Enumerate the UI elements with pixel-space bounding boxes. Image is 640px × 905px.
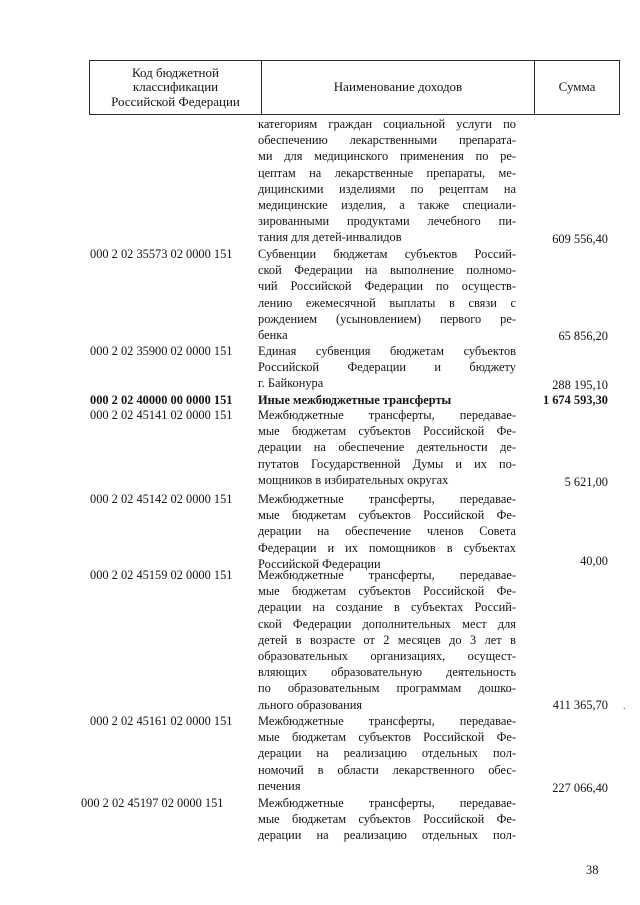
description-line: Иные межбюджетные трансферты bbox=[258, 393, 452, 407]
description-line: дерации на обеспечение деятельности де- bbox=[258, 440, 516, 455]
row-code: 000 2 02 45159 02 0000 151 bbox=[90, 568, 233, 582]
description-line: зированными продуктами лечебного пи- bbox=[258, 214, 516, 229]
description-line: Межбюджетные трансферты, передавае- bbox=[258, 408, 516, 422]
description-line: по образовательным программам дошко- bbox=[258, 681, 516, 696]
row-code: 000 2 02 40000 00 0000 151 bbox=[90, 393, 233, 407]
row-code: 000 2 02 35900 02 0000 151 bbox=[90, 344, 233, 358]
description-line: Российской Федерации bbox=[258, 556, 381, 571]
description-line: дерации на реализацию отдельных пол- bbox=[258, 828, 516, 843]
description-line: мые бюджетам субъектов Российской Фе- bbox=[258, 584, 516, 599]
row-description bbox=[258, 392, 516, 408]
description-line: дицинскими изделиями по рецептам на bbox=[258, 181, 516, 196]
description-line: вляющих образовательную деятельность bbox=[258, 665, 516, 680]
row-amount: 40,00 bbox=[580, 554, 608, 568]
description-line: мощников в избирательных округах bbox=[258, 472, 449, 487]
description-line: печения bbox=[258, 778, 301, 793]
description-line: Единая субвенция бюджетам субъектов bbox=[258, 344, 516, 358]
row-amount: 411 365,70 bbox=[552, 698, 608, 712]
description-line: обеспечению лекарственными препарата- bbox=[258, 133, 516, 148]
header-sum-column: Сумма bbox=[558, 79, 596, 95]
table-header bbox=[89, 60, 620, 115]
row-description bbox=[258, 491, 516, 572]
row-description bbox=[258, 795, 516, 844]
row-amount: 5 621,00 bbox=[564, 475, 608, 489]
description-line: Межбюджетные трансферты, передавае- bbox=[258, 568, 516, 582]
page-number: 38 bbox=[586, 863, 599, 877]
row-description bbox=[258, 343, 516, 392]
description-line: тания для детей-инвалидов bbox=[258, 230, 402, 245]
description-line: мые бюджетам субъектов Российской Фе- bbox=[258, 730, 516, 745]
description-line: категориям граждан социальной услуги по bbox=[258, 117, 516, 131]
description-line: лению ежемесячной выплаты в связи с bbox=[258, 295, 516, 310]
description-line: мые бюджетам субъектов Российской Фе- bbox=[258, 812, 516, 827]
description-line: дерации на реализацию отдельных пол- bbox=[258, 746, 516, 761]
description-line: цептам на лекарственные препараты, ме- bbox=[258, 165, 516, 180]
description-line: льного образования bbox=[258, 697, 363, 712]
row-amount: 1 674 593,30 bbox=[542, 393, 608, 407]
description-line: Субвенции бюджетам субъектов Россий- bbox=[258, 247, 516, 261]
description-line: Межбюджетные трансферты, передавае- bbox=[258, 492, 516, 506]
row-amount: 65 856,20 bbox=[558, 329, 608, 343]
description-line: мые бюджетам субъектов Российской Фе- bbox=[258, 508, 516, 523]
row-code: 000 2 02 45141 02 0000 151 bbox=[90, 408, 233, 422]
description-line: дерации на обеспечение членов Совета bbox=[258, 524, 516, 539]
description-line: Межбюджетные трансферты, передавае- bbox=[258, 796, 516, 810]
description-line: ми для медицинского применения по ре- bbox=[258, 149, 516, 164]
description-line: образовательных организациях, осущест- bbox=[258, 649, 516, 664]
row-amount: 609 556,40 bbox=[552, 232, 608, 246]
row-code: 000 2 02 45142 02 0000 151 bbox=[90, 492, 233, 506]
description-line: путатов Государственной Думы и их по- bbox=[258, 456, 516, 471]
row-description bbox=[258, 407, 516, 488]
description-line: медицинские изделия, а также специали- bbox=[258, 198, 516, 213]
description-line: детей в возрасте от 2 месяцев до 3 лет в bbox=[258, 632, 516, 647]
description-line: Межбюджетные трансферты, передавае- bbox=[258, 714, 516, 728]
description-line: Федерации и их помощников в субъектах bbox=[258, 540, 516, 555]
description-line: г. Байконура bbox=[258, 376, 324, 391]
description-line: бенка bbox=[258, 328, 288, 343]
row-description bbox=[258, 116, 516, 246]
row-code: 000 2 02 45161 02 0000 151 bbox=[90, 714, 233, 728]
margin-mark: . bbox=[623, 701, 626, 712]
header-code-column: Код бюджетной классификации Российской Федерации bbox=[90, 61, 262, 114]
description-line: рождением (усыновлением) первого ре- bbox=[258, 311, 516, 326]
description-line: мые бюджетам субъектов Российской Фе- bbox=[258, 424, 516, 439]
row-code: 000 2 02 35573 02 0000 151 bbox=[90, 247, 233, 261]
row-description bbox=[258, 246, 516, 343]
header-name-column: Наименование доходов bbox=[262, 61, 535, 114]
description-line: ской Федерации дополнительных мест для bbox=[258, 616, 516, 631]
row-description bbox=[258, 713, 516, 794]
description-line: номочий в области лекарственного обес- bbox=[258, 762, 516, 777]
row-code: 000 2 02 45197 02 0000 151 bbox=[81, 796, 224, 810]
description-line: Российской Федерации и бюджету bbox=[258, 360, 516, 375]
row-description bbox=[258, 567, 516, 713]
description-line: дерации на создание в субъектах Россий- bbox=[258, 600, 516, 615]
row-amount: 227 066,40 bbox=[552, 781, 608, 795]
row-amount: 288 195,10 bbox=[552, 378, 608, 392]
description-line: ской Федерации на выполнение полномо- bbox=[258, 263, 516, 278]
description-line: чий Российской Федерации по осуществ- bbox=[258, 279, 516, 294]
